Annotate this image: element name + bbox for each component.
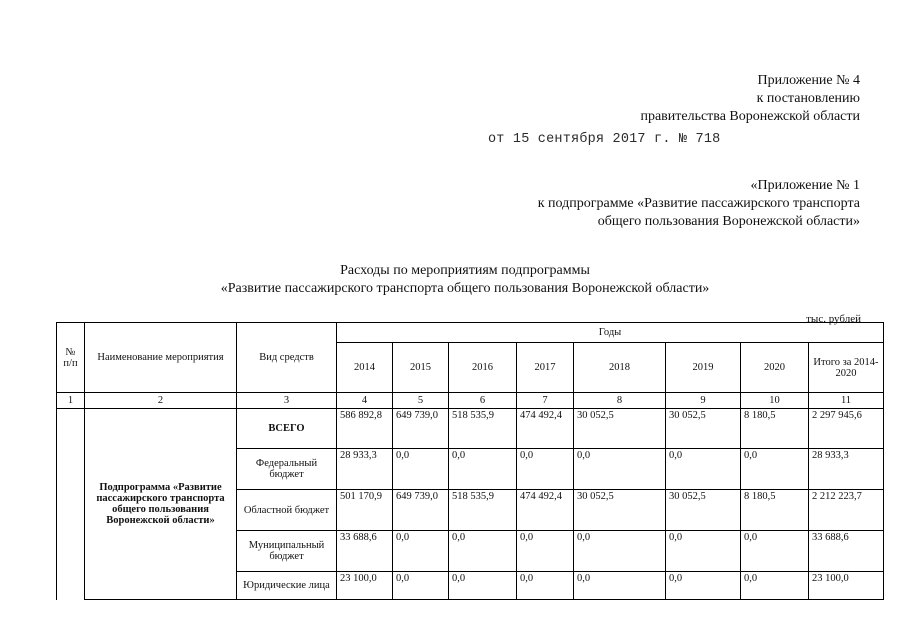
value-cell: 474 492,4 [517, 490, 574, 531]
col-number: 8 [574, 393, 666, 409]
value-cell: 501 170,9 [337, 490, 393, 531]
funding-type: Муниципальный бюджет [237, 531, 337, 572]
col-number: 1 [57, 393, 85, 409]
col-number: 4 [337, 393, 393, 409]
col-number: 3 [237, 393, 337, 409]
program-name: Подпрограмма «Развитие пассажирского транспорта общего пользования Воронежской области» [85, 409, 237, 600]
value-cell: 0,0 [574, 449, 666, 490]
value-cell: 33 688,6 [337, 531, 393, 572]
value-cell: 0,0 [449, 531, 517, 572]
col-number: 7 [517, 393, 574, 409]
appendix-sub-line3: общего пользования Воронежской области» [597, 214, 860, 229]
value-cell: 0,0 [574, 572, 666, 600]
value-cell: 28 933,3 [337, 449, 393, 490]
appendix-sub-line1: «Приложение № 1 [750, 178, 860, 193]
col-number: 10 [741, 393, 809, 409]
header-year: 2015 [393, 343, 449, 393]
header-num: № п/п [57, 323, 85, 393]
value-cell: 0,0 [449, 449, 517, 490]
value-cell: 0,0 [517, 449, 574, 490]
value-cell: 30 052,5 [574, 490, 666, 531]
total-cell: 28 933,3 [809, 449, 884, 490]
value-cell: 30 052,5 [574, 409, 666, 449]
value-cell: 649 739,0 [393, 409, 449, 449]
value-cell: 0,0 [574, 531, 666, 572]
document-title [0, 262, 903, 298]
value-cell: 0,0 [741, 531, 809, 572]
value-cell: 649 739,0 [393, 490, 449, 531]
total-cell: 33 688,6 [809, 531, 884, 572]
appendix-main-line3: правительства Воронежской области [640, 109, 860, 124]
value-cell: 0,0 [393, 572, 449, 600]
appendix-main-header [640, 72, 860, 126]
col-number: 9 [666, 393, 741, 409]
decree-date-stamp: от 15 сентября 2017 г. № 718 [488, 132, 721, 147]
value-cell: 518 535,9 [449, 490, 517, 531]
row-num-cell [57, 409, 85, 600]
value-cell: 8 180,5 [741, 490, 809, 531]
funding-type: Областной бюджет [237, 490, 337, 531]
col-number: 2 [85, 393, 237, 409]
expenses-table [56, 322, 884, 600]
title-line1: Расходы по мероприятиям подпрограммы [340, 263, 590, 278]
unit-label: тыс. рублей [806, 313, 861, 325]
value-cell: 586 892,8 [337, 409, 393, 449]
appendix-sub-header [538, 177, 860, 231]
total-cell: 2 212 223,7 [809, 490, 884, 531]
funding-type: Федеральный бюджет [237, 449, 337, 490]
col-number: 6 [449, 393, 517, 409]
header-year: 2019 [666, 343, 741, 393]
col-number: 11 [809, 393, 884, 409]
total-cell: 2 297 945,6 [809, 409, 884, 449]
value-cell: 23 100,0 [337, 572, 393, 600]
header-year: 2017 [517, 343, 574, 393]
col-number: 5 [393, 393, 449, 409]
value-cell: 30 052,5 [666, 409, 741, 449]
value-cell: 0,0 [517, 531, 574, 572]
header-name: Наименование мероприятия [85, 323, 237, 393]
header-row-1 [57, 323, 884, 343]
header-type: Вид средств [237, 323, 337, 393]
total-cell: 23 100,0 [809, 572, 884, 600]
value-cell: 0,0 [449, 572, 517, 600]
appendix-main-line2: к постановлению [756, 91, 860, 106]
table-row [57, 409, 884, 449]
value-cell: 0,0 [741, 449, 809, 490]
value-cell: 0,0 [666, 531, 741, 572]
value-cell: 30 052,5 [666, 490, 741, 531]
value-cell: 0,0 [393, 531, 449, 572]
title-line2: «Развитие пассажирского транспорта общего пользования Воронежской области» [220, 281, 710, 296]
value-cell: 0,0 [517, 572, 574, 600]
header-year: 2016 [449, 343, 517, 393]
value-cell: 474 492,4 [517, 409, 574, 449]
header-years: Годы [337, 323, 884, 343]
header-year: 2020 [741, 343, 809, 393]
value-cell: 0,0 [666, 449, 741, 490]
column-numbers-row [57, 393, 884, 409]
funding-type: ВСЕГО [237, 409, 337, 449]
appendix-sub-line2: к подпрограмме «Развитие пассажирского транспорта [537, 196, 860, 211]
header-total: Итого за 2014-2020 [809, 343, 884, 393]
value-cell: 518 535,9 [449, 409, 517, 449]
value-cell: 0,0 [393, 449, 449, 490]
value-cell: 8 180,5 [741, 409, 809, 449]
header-year: 2014 [337, 343, 393, 393]
header-year: 2018 [574, 343, 666, 393]
funding-type: Юридические лица [237, 572, 337, 600]
value-cell: 0,0 [741, 572, 809, 600]
value-cell: 0,0 [666, 572, 741, 600]
appendix-main-line1: Приложение № 4 [757, 73, 860, 88]
